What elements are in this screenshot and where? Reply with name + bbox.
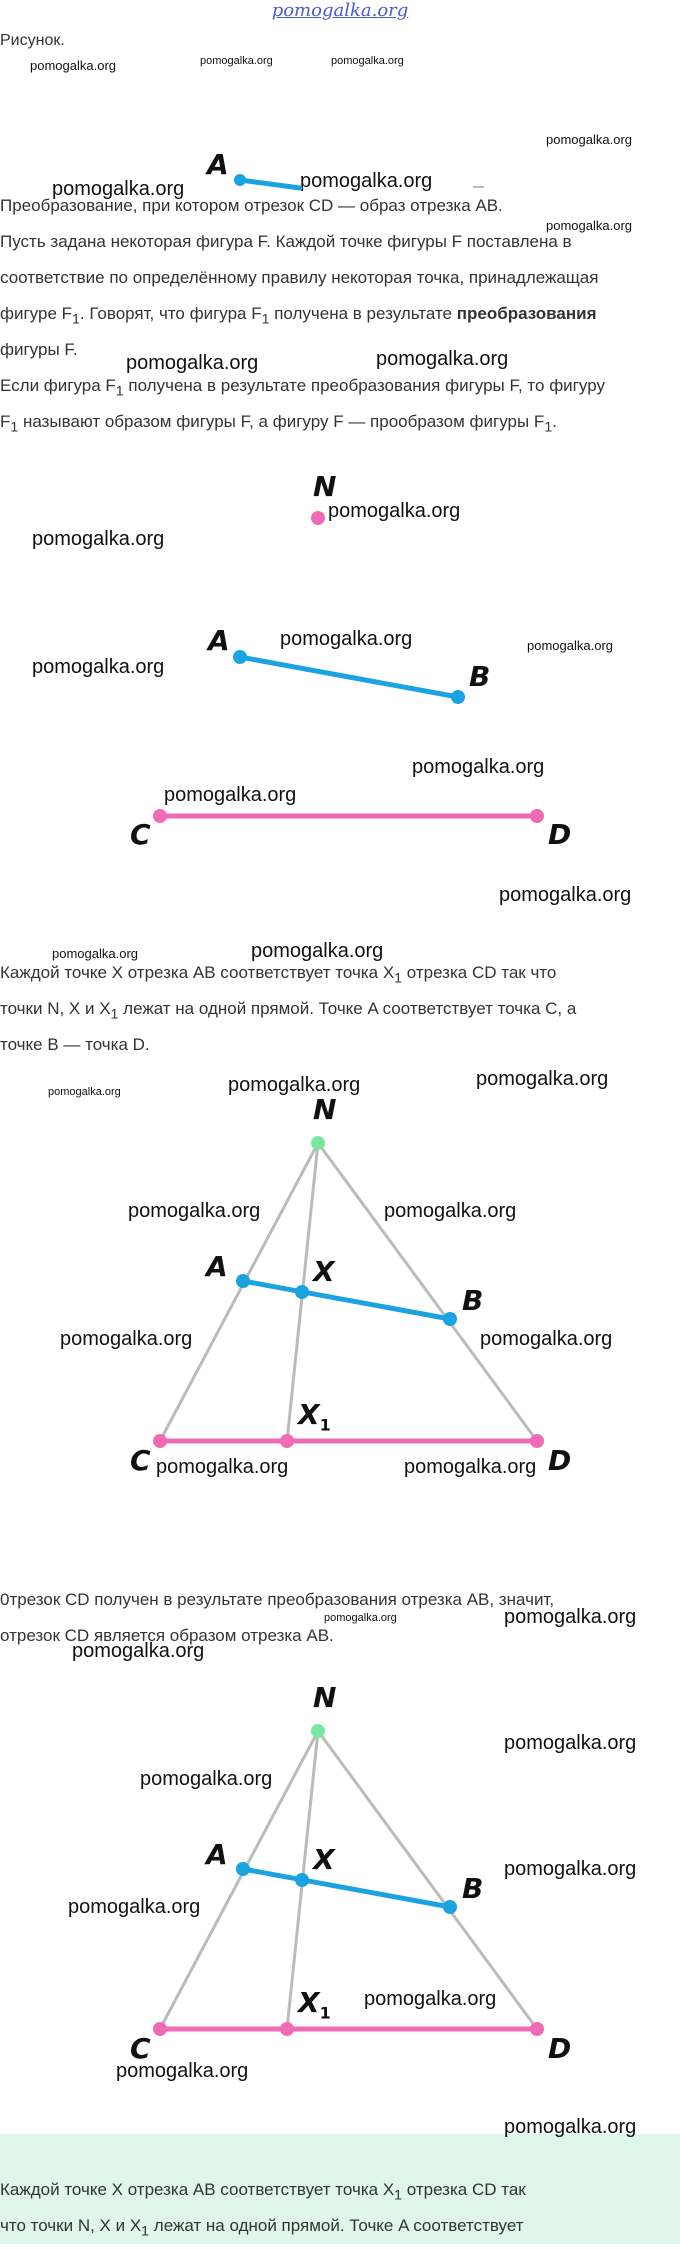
text: лежат на одной прямой. Точке A соответствует bbox=[149, 2216, 524, 2235]
label-a: A bbox=[206, 1838, 228, 1871]
label-x: X bbox=[313, 1843, 335, 1876]
watermark: pomogalka.org bbox=[331, 55, 404, 67]
watermark: pomogalka.org bbox=[476, 1068, 609, 1090]
paragraph-image-line2 bbox=[0, 404, 670, 445]
watermark: pomogalka.org bbox=[48, 1086, 121, 1098]
watermark: pomogalka.org bbox=[364, 1988, 497, 2010]
label-a: A bbox=[207, 148, 229, 181]
paragraph-correspondence-line3: точке B — точка D. bbox=[0, 1035, 150, 1054]
watermark: pomogalka.org bbox=[200, 55, 273, 67]
figure-3 bbox=[0, 1100, 680, 1480]
subscript: 1 bbox=[394, 970, 403, 987]
watermark: pomogalka.org bbox=[140, 1768, 273, 1790]
label-a: A bbox=[206, 1250, 228, 1283]
point-x bbox=[295, 1873, 309, 1887]
point-x1 bbox=[280, 2022, 294, 2036]
site-link[interactable]: pomogalka.org bbox=[271, 0, 409, 21]
text: отрезка CD так что bbox=[402, 963, 557, 982]
watermark: pomogalka.org bbox=[480, 1328, 613, 1350]
label-d: D bbox=[548, 2032, 572, 2065]
watermark: pomogalka.org bbox=[52, 178, 185, 200]
watermark: pomogalka.org bbox=[527, 638, 613, 653]
point-n bbox=[311, 1136, 325, 1150]
label-c: C bbox=[130, 818, 151, 851]
point-d bbox=[530, 809, 544, 823]
subscript: 1 bbox=[10, 419, 19, 436]
watermark: pomogalka.org bbox=[126, 352, 259, 374]
watermark: pomogalka.org bbox=[68, 1896, 201, 1918]
text: называют образом фигуры F, а фигуру F — прообразом фигуры F bbox=[18, 412, 545, 431]
segment-ab bbox=[240, 657, 458, 697]
watermark: pomogalka.org bbox=[504, 1858, 637, 1880]
subscript: 1 bbox=[394, 2187, 403, 2204]
subscript: 1 bbox=[544, 419, 553, 436]
paragraph-figure-line2: соответствие по определённому правилу некоторая точка, принадлежащая bbox=[0, 268, 599, 287]
watermark: pomogalka.org bbox=[546, 132, 632, 147]
paragraph-figure-line1: Пусть задана некоторая фигура F. Каждой точке фигуры F поставлена в bbox=[0, 232, 572, 251]
point-n bbox=[311, 511, 325, 525]
point-d bbox=[530, 2022, 544, 2036]
watermark: pomogalka.org bbox=[384, 1200, 517, 1222]
point-b bbox=[443, 1900, 457, 1914]
label-n: N bbox=[313, 1093, 337, 1126]
watermark: pomogalka.org bbox=[228, 1074, 361, 1096]
ray-nd bbox=[318, 1143, 537, 1441]
subscript: 1 bbox=[319, 1415, 331, 1435]
label-a: A bbox=[208, 624, 230, 657]
watermark: pomogalka.org bbox=[116, 2060, 249, 2082]
watermark: pomogalka.org bbox=[504, 1606, 637, 1628]
point-n bbox=[311, 1724, 325, 1738]
point-a bbox=[234, 174, 246, 186]
label-n: N bbox=[313, 1681, 337, 1714]
point-a bbox=[236, 1862, 250, 1876]
label-d: D bbox=[548, 1444, 572, 1477]
label-x1 bbox=[298, 1398, 331, 1435]
segment-ab bbox=[243, 1281, 450, 1319]
watermark: pomogalka.org bbox=[72, 1640, 205, 1662]
label-x1 bbox=[298, 1986, 331, 2023]
answer-line2 bbox=[0, 2208, 670, 2249]
label-c: C bbox=[130, 2032, 151, 2065]
subscript: 1 bbox=[319, 2003, 331, 2023]
watermark: pomogalka.org bbox=[324, 1612, 397, 1624]
bold-term: преобразования bbox=[456, 304, 597, 323]
subscript: 1 bbox=[261, 311, 270, 328]
subscript: 1 bbox=[141, 2223, 150, 2240]
watermark: pomogalka.org bbox=[32, 656, 165, 678]
paragraph-conclusion-line2: отрезок CD является образом отрезка AB. bbox=[0, 1626, 334, 1645]
point-x1 bbox=[280, 1434, 294, 1448]
watermark: pomogalka.org bbox=[30, 58, 116, 73]
text: . Говорят, что фигура F bbox=[79, 304, 262, 323]
text: отрезка CD так bbox=[402, 2180, 526, 2199]
watermark: pomogalka.org bbox=[251, 940, 384, 962]
text: F bbox=[0, 412, 11, 431]
label-n: N bbox=[313, 470, 337, 503]
point-a bbox=[236, 1274, 250, 1288]
watermark: pomogalka.org bbox=[404, 1456, 537, 1478]
label-b: B bbox=[462, 1284, 484, 1317]
watermark: pomogalka.org bbox=[499, 884, 632, 906]
point-b bbox=[443, 1312, 457, 1326]
watermark: pomogalka.org bbox=[412, 756, 545, 778]
text: X bbox=[298, 1986, 320, 2019]
subscript: 1 bbox=[72, 311, 80, 328]
watermark: pomogalka.org bbox=[376, 348, 509, 370]
label-d: D bbox=[548, 818, 572, 851]
text: Каждой точке X отрезка AB соответствует точка X bbox=[0, 963, 395, 982]
text: получена в результате bbox=[269, 304, 457, 323]
label-c: C bbox=[130, 1444, 151, 1477]
segment-ab bbox=[243, 1869, 450, 1907]
segment-ab bbox=[240, 180, 300, 188]
paragraph-figure-line4: фигуры F. bbox=[0, 340, 78, 359]
watermark: pomogalka.org bbox=[328, 500, 461, 522]
point-b bbox=[451, 690, 465, 704]
watermark: pomogalka.org bbox=[32, 528, 165, 550]
label-b: B bbox=[462, 1872, 484, 1905]
watermark: pomogalka.org bbox=[504, 2116, 637, 2138]
watermark: pomogalka.org bbox=[164, 784, 297, 806]
subscript: 1 bbox=[115, 383, 124, 400]
text: X bbox=[298, 1398, 320, 1431]
text: Если фигура F bbox=[0, 376, 116, 395]
text: фигуре F bbox=[0, 304, 73, 323]
point-c bbox=[153, 1434, 167, 1448]
watermark: pomogalka.org bbox=[60, 1328, 193, 1350]
text: Каждой точке X отрезка AB соответствует точка X bbox=[0, 2180, 395, 2199]
text: лежат на одной прямой. Точке A соответствует точка C, а bbox=[118, 999, 577, 1018]
label-x: X bbox=[313, 1255, 335, 1288]
watermark: pomogalka.org bbox=[504, 1732, 637, 1754]
watermark: pomogalka.org bbox=[546, 218, 632, 233]
paragraph-conclusion-line1: 0трезок CD получен в результате преобразования отрезка AB, значит, bbox=[0, 1590, 555, 1609]
watermark: pomogalka.org bbox=[52, 946, 138, 961]
text: что точки N, X и X bbox=[0, 2216, 142, 2235]
watermark: pomogalka.org bbox=[280, 628, 413, 650]
point-x bbox=[295, 1285, 309, 1299]
point-a bbox=[233, 650, 247, 664]
point-d bbox=[530, 1434, 544, 1448]
subscript: 1 bbox=[110, 1006, 119, 1023]
figure-caption: Рисунок. bbox=[0, 32, 65, 49]
label-b: B bbox=[469, 660, 491, 693]
text: получена в результате преобразования фигуры F, то фигуру bbox=[123, 376, 605, 395]
paragraph-transformation: Преобразование, при котором отрезок CD — образ отрезка AB. bbox=[0, 196, 503, 215]
watermark: pomogalka.org bbox=[156, 1456, 289, 1478]
text: . bbox=[552, 412, 557, 431]
point-c bbox=[153, 809, 167, 823]
text: точки N, X и X bbox=[0, 999, 111, 1018]
watermark: pomogalka.org bbox=[300, 170, 433, 192]
watermark: pomogalka.org bbox=[128, 1200, 261, 1222]
point-c bbox=[153, 2022, 167, 2036]
